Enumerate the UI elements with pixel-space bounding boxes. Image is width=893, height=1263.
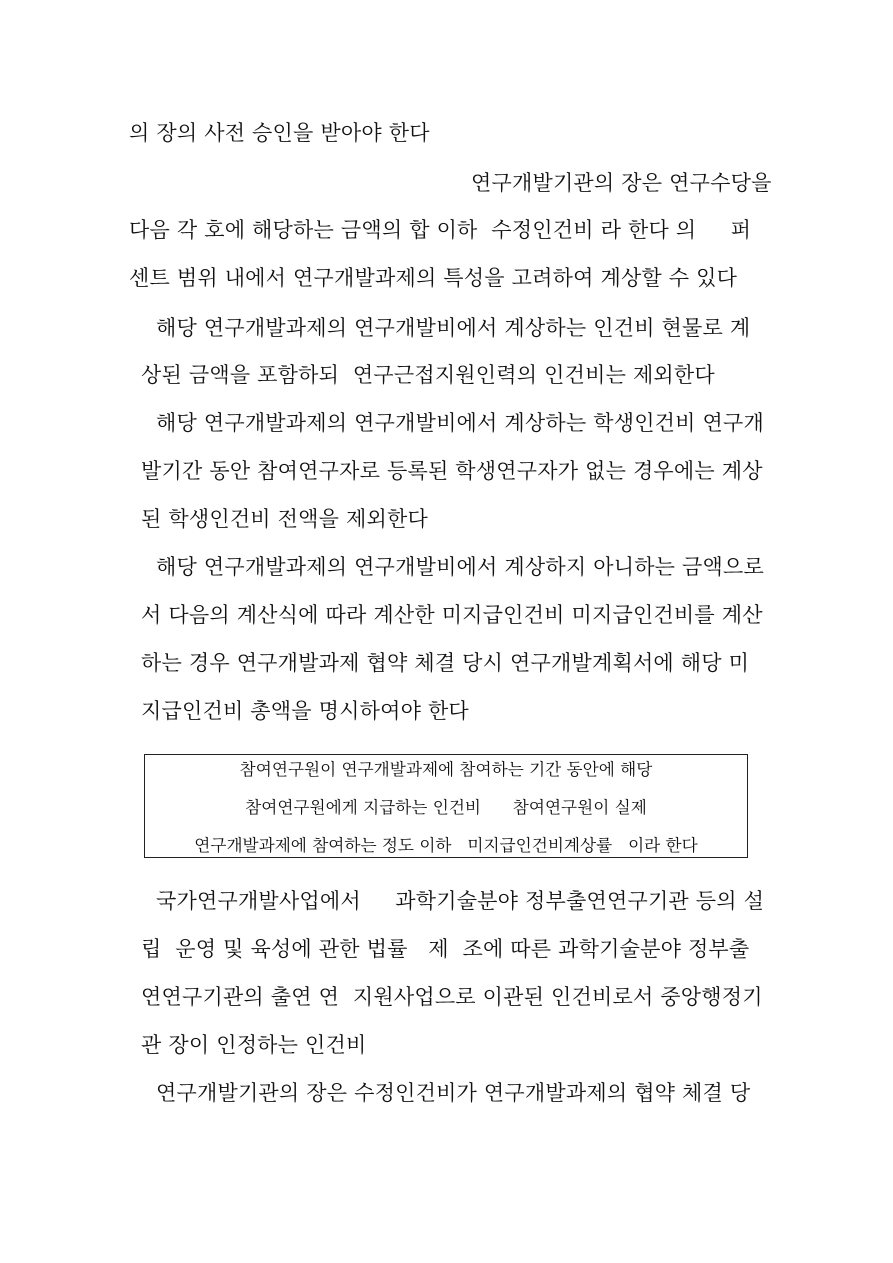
text-line: 서 다음의 계산식에 따라 계산한 미지급인건비 미지급인건비를 계산 bbox=[141, 603, 763, 627]
text-line: 연구개발기관의 장은 수정인건비가 연구개발과제의 협약 체결 당 bbox=[156, 1081, 751, 1105]
text-line: 의 장의 사전 승인을 받아야 한다 bbox=[129, 121, 430, 145]
text-line: 상된 금액을 포함하되 연구근접지원인력의 인건비는 제외한다 bbox=[141, 363, 715, 387]
text-line: 해당 연구개발과제의 연구개발비에서 계상하지 아니하는 금액으로 bbox=[156, 555, 764, 579]
formula-line: 참여연구원에게 지급하는 인건비 참여연구원이 실제 bbox=[245, 798, 647, 817]
text-line: 립 운영 및 육성에 관한 법률 제 조에 따른 과학기술분야 정부출 bbox=[141, 937, 750, 961]
text-line: 발기간 동안 참여연구자로 등록된 학생연구자가 없는 경우에는 계상 bbox=[141, 459, 763, 483]
text-line: 연구개발기관의 장은 연구수당을 bbox=[471, 171, 772, 195]
formula-line: 참여연구원이 연구개발과제에 참여하는 기간 동안에 해당 bbox=[239, 760, 653, 779]
text-line: 하는 경우 연구개발과제 협약 체결 당시 연구개발계획서에 해당 미 bbox=[141, 651, 750, 675]
formula-box bbox=[144, 754, 748, 858]
text-line: 지급인건비 총액을 명시하여야 한다 bbox=[141, 699, 469, 723]
text-line: 센트 범위 내에서 연구개발과제의 특성을 고려하여 계상할 수 있다 bbox=[129, 266, 738, 290]
text-line: 다음 각 호에 해당하는 금액의 합 이하 수정인건비 라 한다 의 퍼 bbox=[129, 218, 752, 242]
text-line: 관 장이 인정하는 인건비 bbox=[141, 1033, 367, 1057]
text-line: 국가연구개발사업에서 과학기술분야 정부출연연구기관 등의 설 bbox=[156, 889, 765, 913]
text-line: 된 학생인건비 전액을 제외한다 bbox=[141, 507, 428, 531]
text-line: 연연구기관의 출연 연 지원사업으로 이관된 인건비로서 중앙행정기 bbox=[141, 985, 763, 1009]
text-line: 해당 연구개발과제의 연구개발비에서 계상하는 인건비 현물로 계 bbox=[156, 316, 751, 340]
formula-line: 연구개발과제에 참여하는 정도 이하 미지급인건비계상률 이라 한다 bbox=[194, 836, 698, 855]
text-line: 해당 연구개발과제의 연구개발비에서 계상하는 학생인건비 연구개 bbox=[156, 411, 764, 435]
